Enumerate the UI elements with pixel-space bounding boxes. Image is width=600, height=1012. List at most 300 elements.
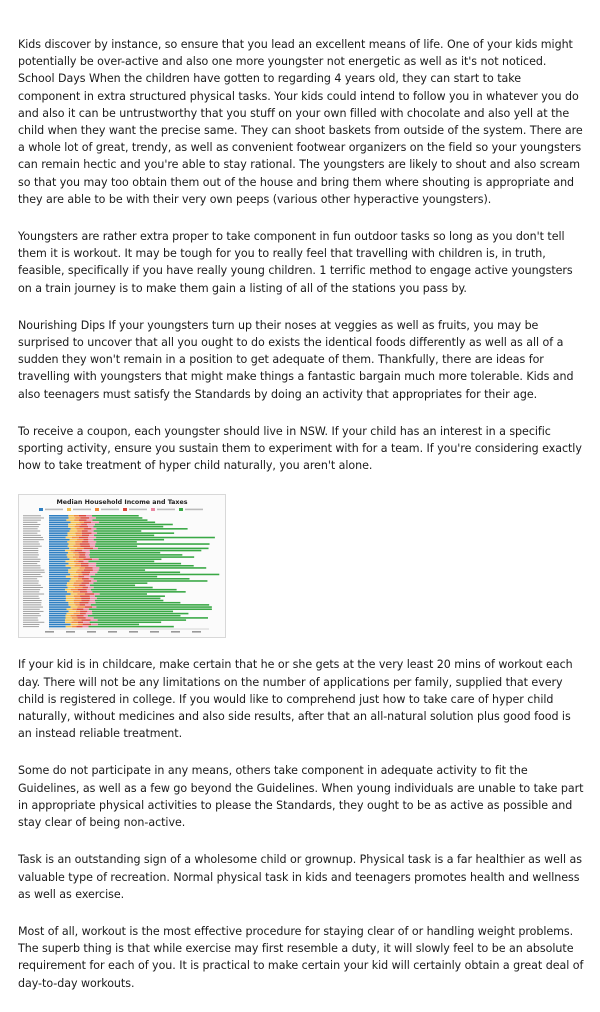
bar-segment	[99, 570, 145, 572]
bar-segment	[49, 531, 70, 533]
row-label	[23, 557, 38, 558]
bar-segment	[88, 526, 93, 528]
bar-segment	[72, 609, 76, 611]
bar-segment	[84, 548, 93, 550]
bar-segment	[95, 546, 137, 548]
bar-segment	[83, 581, 91, 583]
bar-segment	[96, 602, 181, 604]
bar-segment	[71, 568, 80, 570]
bar-segment	[49, 572, 68, 574]
bar-segment	[49, 552, 68, 554]
bar-segment	[91, 620, 98, 622]
bar-segment	[66, 520, 74, 522]
bar-segment	[49, 555, 67, 557]
row-label	[23, 577, 42, 578]
bar-segment	[90, 544, 96, 546]
row-label	[23, 627, 39, 628]
bar-segment	[85, 568, 92, 570]
row-label	[23, 568, 41, 569]
bar-segment	[49, 533, 67, 535]
row-label	[23, 555, 39, 556]
bar-segment	[67, 592, 73, 594]
bar-segment	[78, 552, 85, 554]
bar-segment	[77, 615, 84, 617]
paragraph-3: Nourishing Dips If your youngsters turn up their noses at veggies as well as fruits, you may be surprised to uncover that all you ought to do exists the identical foods differently as well as all of a sudden they won't remain in a position to get adequate of them. Thankfully, there are ideas for travelling with youngsters that might make things a fantastic bargain much more tolerable. Kids and also teenagers must satisfy the Standards by doing an activity that appropriates for their age.	[18, 318, 574, 401]
bar-segment	[79, 568, 85, 570]
bar-segment	[95, 544, 209, 546]
bar-segment	[77, 539, 83, 541]
bar-segment	[86, 618, 94, 620]
bar-segment	[77, 570, 84, 572]
bar-segment	[78, 589, 87, 591]
bar-segment	[49, 600, 66, 602]
bar-segment	[49, 537, 66, 539]
bar-segment	[49, 565, 66, 567]
bar-segment	[49, 518, 69, 520]
row-label	[23, 551, 38, 552]
bar-segment	[70, 574, 78, 576]
bar-segment	[92, 568, 99, 570]
bar-segment	[66, 576, 74, 578]
bar-segment	[71, 589, 78, 591]
bar-segment	[90, 600, 95, 602]
bar-segment	[96, 542, 137, 544]
bar-segment	[86, 613, 92, 615]
bar-segment	[68, 546, 74, 548]
legend-text-line	[157, 509, 175, 511]
bar-segment	[69, 605, 76, 607]
bar-segment	[78, 624, 83, 626]
bar-segment	[49, 576, 66, 578]
bar-segment	[71, 624, 78, 626]
bar-segment	[91, 624, 98, 626]
row-label	[23, 564, 37, 565]
bar-segment	[73, 557, 79, 559]
bar-segment	[92, 592, 185, 594]
bar-segment	[92, 520, 147, 522]
bar-segment	[72, 626, 76, 628]
bar-segment	[80, 592, 87, 594]
bar-segment	[80, 613, 86, 615]
bar-segment	[71, 594, 78, 596]
bar-segment	[81, 524, 87, 526]
bar-segment	[65, 561, 74, 563]
paragraph-8: Most of all, workout is the most effective procedure for staying clear of or handling weight problems. The superb thing is that while exercise may first resemble a duty, it will slowly feel to be an absolute requirement for each of you. It is practical to make certain your kid will certainly obtain a great deal of day-to-day workouts.	[18, 924, 584, 990]
bar-segment	[49, 589, 65, 591]
bar-segment	[79, 557, 86, 559]
bar-segment	[97, 581, 208, 583]
bar-segment	[95, 524, 173, 526]
x-tick-label	[171, 631, 180, 633]
bar-segment	[49, 592, 67, 594]
bar-segment	[71, 615, 77, 617]
bar-segment	[83, 539, 88, 541]
bar-segment	[49, 535, 68, 537]
bar-segment	[93, 548, 98, 550]
bar-segment	[100, 594, 147, 596]
bar-segment	[94, 535, 154, 537]
row-label	[23, 533, 37, 534]
bar-segment	[91, 589, 177, 591]
bar-segment	[91, 581, 97, 583]
bar-segment	[71, 622, 77, 624]
bar-segment	[66, 626, 72, 628]
bar-segment	[49, 561, 65, 563]
bar-segment	[76, 581, 84, 583]
bar-segment	[71, 607, 78, 609]
bar-segment	[92, 607, 96, 609]
bar-segment	[67, 585, 74, 587]
bar-segment	[90, 572, 97, 574]
row-label	[23, 531, 40, 532]
row-label	[23, 566, 40, 567]
bar-segment	[91, 529, 96, 531]
bar-segment	[75, 544, 79, 546]
row-label	[23, 579, 37, 580]
bar-segment	[74, 596, 80, 598]
bar-segment	[87, 589, 91, 591]
bar-segment	[77, 529, 85, 531]
row-label	[23, 572, 45, 573]
bar-segment	[49, 539, 69, 541]
bar-segment	[69, 559, 75, 561]
bar-segment	[73, 552, 78, 554]
bar-segment	[86, 585, 90, 587]
bar-segment	[84, 576, 90, 578]
legend-text-line	[129, 509, 147, 511]
bar-segment	[85, 607, 92, 609]
bar-segment	[49, 526, 68, 528]
bar-segment	[49, 581, 69, 583]
row-label	[23, 527, 39, 528]
bar-segment	[83, 609, 88, 611]
bar-segment	[89, 574, 95, 576]
row-label	[23, 592, 39, 593]
bar-segment	[65, 622, 71, 624]
legend-text-line	[45, 509, 63, 511]
row-label	[23, 581, 39, 582]
bar-segment	[75, 526, 80, 528]
chart-graphic	[19, 495, 225, 637]
bar-segment	[80, 611, 87, 613]
bar-segment	[87, 524, 95, 526]
bar-segment	[96, 563, 181, 565]
x-tick-label	[108, 631, 117, 633]
bar-segment	[49, 548, 69, 550]
bar-segment	[69, 548, 77, 550]
bar-segment	[49, 598, 66, 600]
bar-segment	[49, 529, 71, 531]
bar-segment	[66, 613, 73, 615]
bar-segment	[90, 585, 135, 587]
bar-segment	[65, 620, 73, 622]
bar-segment	[88, 587, 94, 589]
bar-segment	[88, 565, 96, 567]
row-label	[23, 548, 38, 549]
row-label	[23, 520, 41, 521]
chart-image	[18, 494, 226, 638]
paragraph-1: Kids discover by instance, so ensure that you lead an excellent means of life. One of your kids might potentially be over-active and also one more youngster not energetic as well as it's not noticed. School Days When the children have gotten to regarding 4 years old, they can start to take component in extra structured physical tasks. Your kids could intend to follow you in whatever you do and also it can be untrustworthy that you stuff on your own filled with chocolate and also yell at the child when they want the precise same. They can shoot baskets from outside of the system. There are a whole lot of great, trendy, as well as convenient footwear organizers on the field so your youngsters can remain hectic and you're able to stay rational. The youngsters are likely to shout and also scream so that you may too obtain them out of the house and bring them where shouting is appropriate and they are able to be with their very own peeps (various other hyperactive youngsters).	[18, 38, 583, 206]
bar-segment	[92, 611, 173, 613]
bar-segment	[93, 583, 147, 585]
bar-segment	[49, 578, 71, 580]
row-label	[23, 609, 40, 610]
bar-segment	[94, 531, 142, 533]
bar-segment	[49, 544, 69, 546]
bar-segment	[92, 533, 97, 535]
bar-segment	[69, 581, 75, 583]
bar-segment	[49, 585, 67, 587]
bar-segment	[78, 576, 84, 578]
chart-title: Median Household Income and Taxes	[56, 499, 188, 507]
bar-segment	[49, 607, 71, 609]
bar-segment	[78, 574, 82, 576]
bar-segment	[49, 568, 71, 570]
bar-segment	[73, 620, 81, 622]
bar-segment	[90, 550, 202, 552]
row-label	[23, 594, 44, 595]
bar-segment	[49, 570, 68, 572]
bar-segment	[77, 607, 84, 609]
bar-segment	[49, 620, 65, 622]
bar-segment	[91, 522, 99, 524]
bar-segment	[80, 544, 90, 546]
bar-segment	[90, 596, 95, 598]
row-label	[23, 535, 41, 536]
bar-segment	[74, 602, 80, 604]
bar-segment	[94, 618, 208, 620]
bar-segment	[67, 542, 75, 544]
bar-segment	[79, 520, 87, 522]
x-tick-label	[87, 631, 96, 633]
bar-segment	[68, 552, 73, 554]
row-label	[23, 614, 39, 615]
row-label	[23, 546, 42, 547]
bar-segment	[74, 520, 79, 522]
bar-segment	[65, 550, 70, 552]
bar-segment	[97, 572, 180, 574]
bar-segment	[68, 535, 76, 537]
bar-segment	[49, 611, 69, 613]
row-label	[23, 559, 41, 560]
paragraph-7: Task is an outstanding sign of a wholesome child or grownup. Physical task is a far healthier as well as valuable type of recreation. Normal physical task in kids and teenagers promotes health and wellness as well as exercise.	[18, 853, 582, 901]
bar-segment	[83, 587, 89, 589]
bar-segment	[81, 598, 90, 600]
bar-segment	[90, 552, 160, 554]
bar-segment	[49, 587, 68, 589]
bar-segment	[90, 557, 194, 559]
bar-segment	[76, 626, 82, 628]
paragraph-6: Some do not participate in any means, others take component in adequate activity to fit the Guidelines, as well as a few go beyond the Guidelines. When young individuals are unable to take part in appropriate physical activities to please the Standards, they ought to be as active as possible and stay clear of being non-active.	[18, 764, 584, 830]
bar-segment	[81, 583, 89, 585]
bar-segment	[68, 572, 76, 574]
bar-segment	[75, 605, 79, 607]
bar-segment	[66, 598, 75, 600]
bar-segment	[69, 518, 76, 520]
bar-segment	[49, 609, 66, 611]
bar-segment	[71, 550, 75, 552]
row-label	[23, 522, 37, 523]
row-label	[23, 622, 44, 623]
row-label	[23, 544, 40, 545]
bar-segment	[81, 600, 89, 602]
bar-segment	[80, 522, 84, 524]
bar-segment	[75, 550, 83, 552]
bar-segment	[74, 576, 79, 578]
x-tick-label	[192, 631, 201, 633]
bar-segment	[98, 620, 186, 622]
bar-segment	[77, 594, 85, 596]
bar-segment	[89, 609, 212, 611]
bar-segment	[77, 548, 84, 550]
bar-segment	[88, 615, 181, 617]
bar-segment	[82, 578, 89, 580]
bar-segment	[76, 572, 82, 574]
x-tick-label	[150, 631, 159, 633]
row-label	[23, 624, 39, 625]
bar-segment	[98, 548, 209, 550]
bar-segment	[80, 596, 90, 598]
bar-segment	[94, 587, 153, 589]
bar-segment	[93, 570, 99, 572]
bar-segment	[74, 613, 80, 615]
x-tick-label	[66, 631, 75, 633]
legend-swatch	[67, 508, 71, 511]
bar-segment	[74, 600, 82, 602]
bar-segment	[49, 550, 65, 552]
bar-segment	[75, 563, 81, 565]
bar-segment	[49, 624, 71, 626]
bar-segment	[88, 561, 154, 563]
bar-segment	[77, 618, 85, 620]
paragraph-2: Youngsters are rather extra proper to take component in fun outdoor tasks so long as you don't tell them it is workout. It may be tough for you to really feel that travelling with children is, in truth, feasible, specifically if you have really young children. 1 terrific method to engage active youngsters on a train journey is to make them gain a listing of all of the stations you pass by.	[18, 230, 573, 295]
bar-segment	[92, 559, 99, 561]
bar-segment	[79, 585, 86, 587]
row-label	[23, 583, 38, 584]
row-label	[23, 524, 40, 525]
bar-segment	[89, 555, 182, 557]
bar-segment	[99, 559, 162, 561]
row-label	[23, 618, 38, 619]
bar-segment	[94, 578, 190, 580]
bar-segment	[69, 563, 76, 565]
bar-segment	[84, 559, 93, 561]
bar-segment	[96, 565, 194, 567]
bar-segment	[49, 613, 66, 615]
bar-segment	[67, 533, 75, 535]
bar-segment	[68, 570, 77, 572]
bar-segment	[74, 583, 82, 585]
bar-segment	[69, 544, 76, 546]
bar-segment	[71, 522, 80, 524]
bar-segment	[74, 561, 78, 563]
bar-segment	[88, 539, 93, 541]
row-label	[23, 538, 43, 539]
row-label	[23, 516, 41, 517]
bar-segment	[67, 557, 72, 559]
bar-segment	[71, 529, 77, 531]
bar-segment	[82, 542, 88, 544]
bar-segment	[90, 576, 157, 578]
bar-segment	[83, 622, 90, 624]
bar-segment	[73, 592, 80, 594]
bar-segment	[68, 602, 73, 604]
bar-segment	[75, 587, 83, 589]
bar-segment	[86, 515, 92, 517]
bar-segment	[86, 552, 90, 554]
bar-segment	[49, 520, 66, 522]
row-label	[23, 570, 44, 571]
bar-segment	[73, 585, 79, 587]
bar-segment	[97, 533, 174, 535]
row-label	[23, 585, 41, 586]
bar-segment	[68, 515, 73, 517]
bar-segment	[81, 563, 89, 565]
paragraph-4: To receive a coupon, each youngster should live in NSW. If your child has an interest in a specific sporting activity, ensure you sustain them to experiment with for a team. If you're considering exactly how to take treatment of hyper child naturally, you aren't alone.	[18, 424, 582, 473]
bar-segment	[81, 565, 88, 567]
bar-segment	[76, 559, 84, 561]
bar-segment	[89, 578, 94, 580]
bar-segment	[90, 622, 162, 624]
bar-segment	[75, 518, 80, 520]
bar-segment	[84, 570, 93, 572]
bar-segment	[95, 596, 165, 598]
bar-segment	[92, 613, 188, 615]
bar-segment	[75, 542, 82, 544]
bar-segment	[95, 600, 164, 602]
bar-segment	[89, 626, 174, 628]
bar-segment	[77, 609, 84, 611]
bar-segment	[49, 546, 68, 548]
bar-segment	[49, 615, 66, 617]
row-label	[23, 542, 39, 543]
bar-segment	[82, 574, 89, 576]
row-label	[23, 620, 38, 621]
row-label	[23, 561, 40, 562]
bar-segment	[82, 533, 92, 535]
bar-segment	[67, 555, 75, 557]
bar-segment	[70, 531, 78, 533]
row-label	[23, 518, 44, 519]
bar-segment	[85, 605, 91, 607]
row-label	[23, 596, 39, 597]
bar-segment	[92, 515, 139, 517]
bar-segment	[96, 607, 212, 609]
bar-segment	[80, 546, 89, 548]
row-label	[23, 611, 44, 612]
x-tick-label	[129, 631, 138, 633]
bar-segment	[78, 622, 83, 624]
bar-segment	[94, 594, 100, 596]
row-label	[23, 605, 41, 606]
bar-segment	[49, 583, 67, 585]
bar-segment	[68, 526, 74, 528]
row-label	[23, 540, 44, 541]
bar-segment	[84, 522, 91, 524]
bar-segment	[95, 574, 219, 576]
bar-segment	[81, 620, 90, 622]
bar-segment	[88, 542, 96, 544]
bar-segment	[66, 565, 75, 567]
bar-segment	[89, 535, 94, 537]
bar-segment	[96, 529, 187, 531]
bar-segment	[79, 515, 86, 517]
bar-segment	[49, 602, 68, 604]
row-label	[23, 529, 38, 530]
bar-segment	[82, 550, 89, 552]
bar-segment	[99, 522, 155, 524]
bar-segment	[90, 546, 95, 548]
